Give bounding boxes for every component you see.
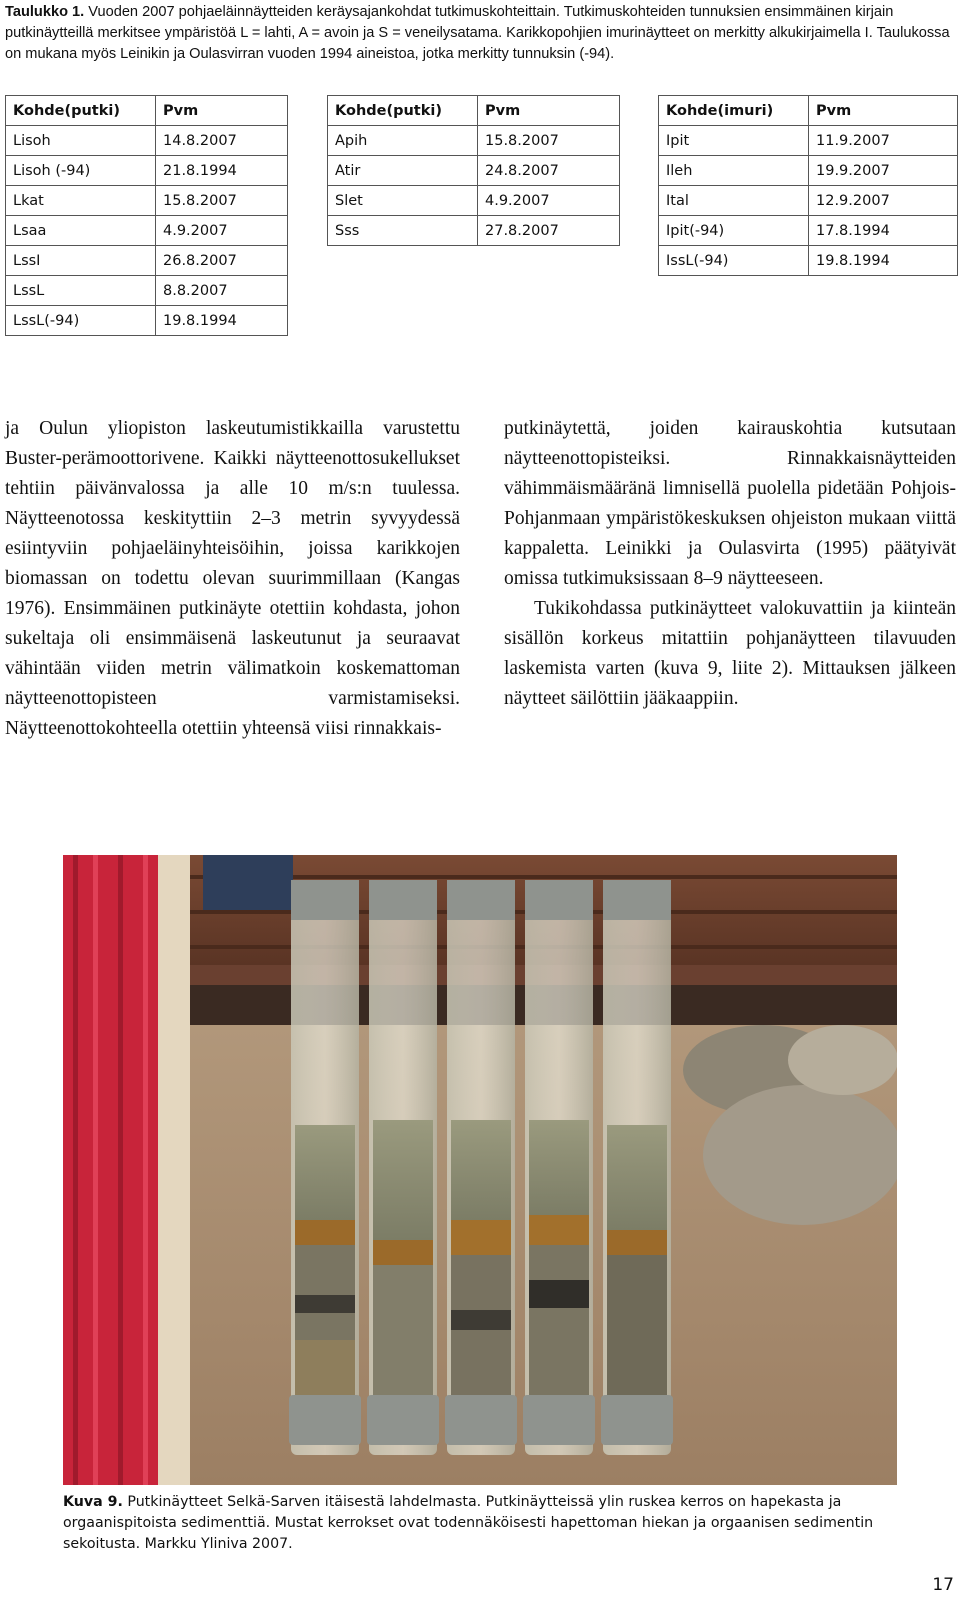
sediment-tube	[367, 880, 439, 1455]
date-cell: 21.8.1994	[156, 156, 288, 186]
date-cell: 27.8.2007	[478, 216, 620, 246]
date-cell: 24.8.2007	[478, 156, 620, 186]
column-header-site: Kohde(putki)	[328, 96, 478, 126]
date-cell: 4.9.2007	[156, 216, 288, 246]
date-cell: 4.9.2007	[478, 186, 620, 216]
figure-caption-label: Kuva 9.	[63, 1494, 123, 1510]
table-row	[659, 216, 958, 246]
table-row	[6, 276, 288, 306]
table-row	[659, 156, 958, 186]
table-row	[6, 186, 288, 216]
column-header-site: Kohde(imuri)	[659, 96, 809, 126]
date-cell: 17.8.1994	[809, 216, 958, 246]
site-cell: Sss	[328, 216, 478, 246]
date-cell: 15.8.2007	[156, 186, 288, 216]
figure-caption	[63, 1492, 897, 1555]
sampling-table-pipes-2	[327, 95, 620, 246]
body-text-column-right	[504, 414, 956, 714]
column-header-date: Pvm	[478, 96, 620, 126]
site-cell: Ipit(-94)	[659, 216, 809, 246]
table-header-row	[659, 96, 958, 126]
site-cell: IssL(-94)	[659, 246, 809, 276]
table-header-row	[6, 96, 288, 126]
body-paragraph: putkinäytettä, joiden kairauskohtia kutsutaan näytteenottopisteiksi. Rinnakkaisnäytteiden vähimmäismääränä limnisellä puolella pidetään Pohjois-Pohjanmaan ympäristökeskuksen ohjeiston mukaan viittä kappaletta. Leinikki ja Oulasvirta (1995) päätyivät omissa tutkimuksissaan 8–9 näytteeseen.	[504, 418, 956, 589]
sediment-core-photo	[63, 855, 897, 1485]
figure-caption-text: Putkinäytteet Selkä-Sarven itäisestä lahdelmasta. Putkinäytteissä ylin ruskea kerros on hapekasta ja orgaanispitoista sedimenttiä. Mustat kerrokset ovat todennäköisesti hapettoman hiekan ja orgaanisen sedimentin sekoitusta. Markku Yliniva 2007.	[63, 1494, 874, 1552]
sediment-tube	[523, 880, 595, 1455]
page-number: 17	[932, 1575, 954, 1595]
column-header-date: Pvm	[809, 96, 958, 126]
table-caption	[5, 2, 955, 65]
site-cell: LssL(-94)	[6, 306, 156, 336]
sediment-tube	[289, 880, 361, 1455]
table-row	[659, 126, 958, 156]
date-cell: 19.8.1994	[156, 306, 288, 336]
date-cell: 26.8.2007	[156, 246, 288, 276]
table-row	[6, 246, 288, 276]
table-row	[6, 126, 288, 156]
date-cell: 19.8.1994	[809, 246, 958, 276]
table-row	[328, 186, 620, 216]
date-cell: 15.8.2007	[478, 126, 620, 156]
site-cell: Lsaa	[6, 216, 156, 246]
sediment-core-illustration	[63, 855, 897, 1485]
site-cell: Lisoh	[6, 126, 156, 156]
table-row	[6, 216, 288, 246]
table-row	[6, 306, 288, 336]
site-cell: Lisoh (-94)	[6, 156, 156, 186]
sampling-table-pipes-1	[5, 95, 288, 336]
site-cell: Ileh	[659, 156, 809, 186]
column-header-site: Kohde(putki)	[6, 96, 156, 126]
site-cell: Lkat	[6, 186, 156, 216]
date-cell: 19.9.2007	[809, 156, 958, 186]
table-caption-text: Vuoden 2007 pohjaeläinnäytteiden keräysajankohdat tutkimuskohteittain. Tutkimuskohteiden tunnuksien ensimmäinen kirjain putkinäytteillä merkitsee ympäristöä L = lahti, A = avoin ja S = veneilysatama. Karikkopohjien imurinäytteet on merkitty alkukirjaimella I. Taulukossa on mukana myös Leinikin ja Oulasvirran vuoden 1994 aineistoa, jotka merkitty tunnuksin (-94).	[5, 4, 950, 62]
body-text-column-left: ja Oulun yliopiston laskeutumistikkailla varustettu Buster-perämoottorivene. Kaikki näytteenottosukellukset tehtiin päivänvalossa ja alle 10 m/s:n tuulessa. Näytteenotossa keskityttiin 2–3 metrin syvyydessä esiintyviin pohjaeläinyhteisöihin, joissa karikkojen biomassan on todettu olevan suurimmillaan (Kangas 1976). Ensimmäinen putkinäyte otettiin kohdasta, johon sukeltaja oli ensimmäisenä laskeutunut ja seuraavat vähintään viiden metrin välimatkoin koskemattoman näytteenottopisteen varmistamiseksi. Näytteenottokohteella otettiin yhteensä viisi rinnakkais-	[5, 418, 460, 739]
date-cell: 11.9.2007	[809, 126, 958, 156]
body-paragraph: Tukikohdassa putkinäytteet valokuvattiin ja kiinteän sisällön korkeus mitattiin pohjanäytteen tilavuuden laskemista varten (kuva 9, liite 2). Mittauksen jälkeen näytteet säilöttiin jääkaappiin.	[504, 598, 956, 709]
sediment-tube	[601, 880, 673, 1455]
table-row	[659, 186, 958, 216]
site-cell: LssL	[6, 276, 156, 306]
table-row	[659, 246, 958, 276]
table-row	[6, 156, 288, 186]
column-header-date: Pvm	[156, 96, 288, 126]
site-cell: Ipit	[659, 126, 809, 156]
site-cell: Atir	[328, 156, 478, 186]
site-cell: Ital	[659, 186, 809, 216]
date-cell: 8.8.2007	[156, 276, 288, 306]
sediment-tube	[445, 880, 517, 1455]
table-caption-label: Taulukko 1.	[5, 4, 85, 20]
date-cell: 14.8.2007	[156, 126, 288, 156]
table-header-row	[328, 96, 620, 126]
table-row	[328, 216, 620, 246]
site-cell: Apih	[328, 126, 478, 156]
site-cell: LssI	[6, 246, 156, 276]
table-row	[328, 126, 620, 156]
table-row	[328, 156, 620, 186]
site-cell: Slet	[328, 186, 478, 216]
date-cell: 12.9.2007	[809, 186, 958, 216]
sampling-table-suction	[658, 95, 958, 276]
